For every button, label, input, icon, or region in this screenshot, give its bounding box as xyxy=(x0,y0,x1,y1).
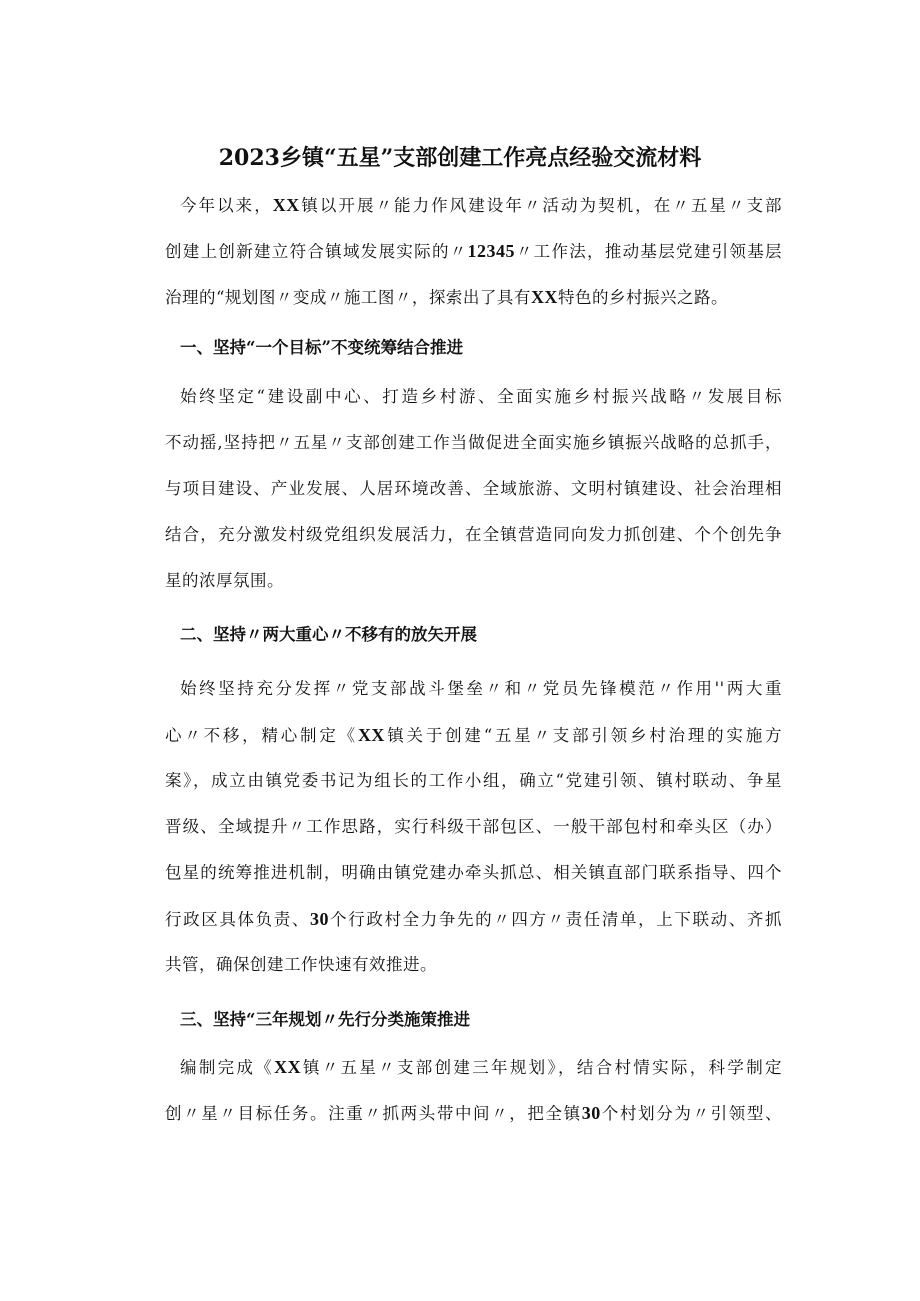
paragraph-line xyxy=(165,524,782,546)
text-run: 行政区具体负责、 xyxy=(165,910,310,929)
paragraph-line xyxy=(180,386,782,408)
bold-text-run: XX xyxy=(274,1057,302,1077)
paragraph-line xyxy=(165,570,782,592)
text-run: 不动摇,坚持把〃五星〃支部创建工作当做促进全面实施乡镇振兴战略的总抓手， xyxy=(165,433,782,452)
text-run: 始终坚定“建设副中心、打造乡村游、全面实施乡村振兴战略〃发展目标 xyxy=(180,387,782,406)
paragraph-line xyxy=(165,432,782,454)
bold-text-run: 30 xyxy=(581,1103,601,1123)
text-run: 与项目建设、产业发展、人居环境改善、全域旅游、文明村镇建设、社会治理相 xyxy=(165,479,782,498)
text-run: 编制完成《 xyxy=(180,1058,275,1077)
text-run: 〃工作法，推动基层党建引领基层 xyxy=(515,242,782,261)
paragraph-line xyxy=(165,478,782,500)
paragraph-line xyxy=(165,954,782,976)
text-run: 包星的统筹推进机制，明确由镇党建办牵头抓总、相关镇直部门联系指导、四个 xyxy=(165,863,782,882)
document-title: 2023乡镇“五星”支部创建工作亮点经验交流材料 xyxy=(218,145,702,171)
text-run: 治理的“规划图〃变成〃施工图〃，探索出了具有 xyxy=(165,288,531,307)
text-run: 案》，成立由镇党委书记为组长的工作小组，确立“党建引领、镇村联动、争星 xyxy=(165,771,782,790)
paragraph-line xyxy=(165,240,782,263)
paragraph-line xyxy=(165,724,782,747)
text-run: 始终坚持充分发挥〃党支部战斗堡垒〃和〃党员先锋模范〃作用''两大重 xyxy=(180,679,782,698)
paragraph-line xyxy=(180,194,782,217)
bold-text-run: XX xyxy=(530,287,558,307)
text-run: 星的浓厚氛围。 xyxy=(165,571,284,590)
paragraph-line xyxy=(165,286,782,309)
text-run: 晋级、全域提升〃工作思路，实行科级干部包区、一般干部包村和牵头区（办） xyxy=(165,817,782,836)
text-run: 创建上创新建立符合镇域发展实际的〃 xyxy=(165,242,468,261)
section-heading: 二、坚持〃两大重心〃不移有的放矢开展 xyxy=(180,625,477,644)
paragraph-line xyxy=(165,908,782,931)
text-run: 今年以来， xyxy=(180,196,273,215)
text-run: 个行政村全力争先的〃四方〃责任清单，上下联动、齐抓 xyxy=(328,910,783,929)
bold-text-run: XX xyxy=(272,195,300,215)
text-run: 结合，充分激发村级党组织发展活力，在全镇营造同向发力抓创建、个个创先争 xyxy=(165,525,782,544)
section-heading: 三、坚持“三年规划〃先行分类施策推进 xyxy=(180,1010,470,1029)
text-run: 共管，确保创建工作快速有效推进。 xyxy=(165,955,437,974)
text-run: 心〃不移，精心制定《 xyxy=(165,726,358,745)
paragraph-line xyxy=(165,816,782,838)
text-run: 创〃星〃目标任务。注重〃抓两头带中间〃，把全镇 xyxy=(165,1104,582,1123)
bold-text-run: XX xyxy=(357,725,385,745)
section-heading: 一、坚持“一个目标”不变统筹结合推进 xyxy=(180,338,463,357)
bold-text-run: 30 xyxy=(309,909,329,929)
text-run: 镇以开展〃能力作风建设年〃活动为契机，在〃五星〃支部 xyxy=(299,196,783,215)
paragraph-line xyxy=(165,1102,782,1125)
text-run: 镇〃五星〃支部创建三年规划》，结合村情实际，科学制定 xyxy=(301,1058,783,1077)
paragraph-line xyxy=(165,862,782,884)
text-run: 个村划分为〃引领型、 xyxy=(600,1104,783,1123)
text-run: 特色的乡村振兴之路。 xyxy=(557,288,728,307)
text-run: 镇关于创建“五星〃支部引领乡村治理的实施方 xyxy=(384,726,783,745)
bold-text-run: 12345 xyxy=(467,241,516,261)
paragraph-line xyxy=(180,1056,782,1079)
paragraph-line xyxy=(180,678,782,700)
paragraph-line xyxy=(165,770,782,792)
